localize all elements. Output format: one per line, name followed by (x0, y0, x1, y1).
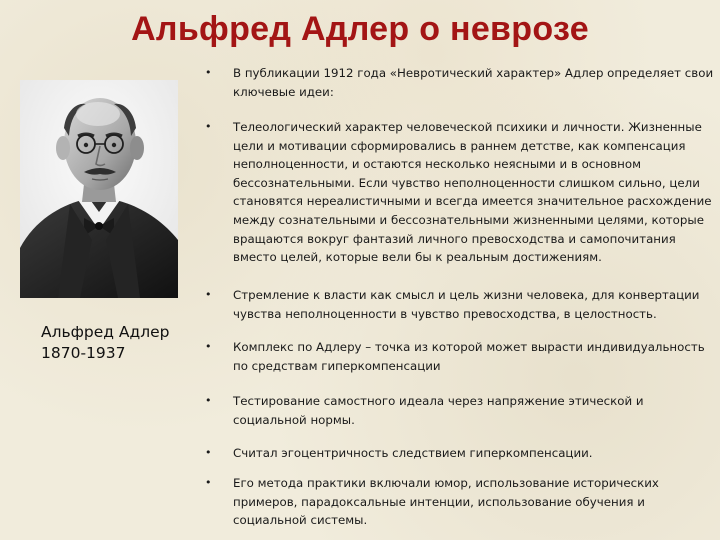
bullet-item (202, 392, 714, 429)
bullet-item (202, 286, 714, 323)
bullet-item (202, 474, 714, 530)
bullet-icon: • (205, 288, 212, 301)
bullet-text: В публикации 1912 года «Невротический характер» Адлер определяет свои ключевые идеи: (233, 66, 714, 99)
bullet-text: Тестирование самостного идеала через напряжение этической и социальной нормы. (233, 394, 644, 427)
bullet-item (202, 118, 714, 267)
bullet-icon: • (205, 446, 212, 459)
bullet-icon: • (205, 476, 212, 489)
caption-name: Альфред Адлер (41, 323, 170, 341)
portrait-photo (20, 80, 178, 298)
bullet-text: Комплекс по Адлеру – точка из которой может вырасти индивидуальность по средствам гиперкомпенсации (233, 340, 705, 373)
caption-years: 1870-1937 (41, 344, 126, 362)
bullet-icon: • (205, 394, 212, 407)
portrait-caption (41, 322, 201, 364)
bullet-item (202, 444, 714, 463)
bullet-icon: • (205, 340, 212, 353)
bullet-text: Считал эгоцентричность следствием гиперкомпенсации. (233, 446, 593, 460)
bullet-item (202, 64, 714, 101)
bullet-item (202, 338, 714, 375)
page-title: Альфред Адлер о неврозе (131, 10, 589, 48)
bullet-text: Его метода практики включали юмор, использование исторических примеров, парадоксальные интенции, использование обучения и социальной системы. (233, 476, 659, 528)
bullet-icon: • (205, 66, 212, 79)
bullet-text: Стремление к власти как смысл и цель жизни человека, для конвертации чувства неполноценности в чувство превосходства, в целостность. (233, 288, 700, 321)
bullet-icon: • (205, 120, 212, 133)
bullet-text: Телеологический характер человеческой психики и личности. Жизненные цели и мотивации сформировались в раннем детстве, как компенсация неполноценности, и остаются несколько неясными и в основном бессознательными. Если чувство неполноценности слишком сильно, цели становятся нереалистичными и всегда имеется значительное расхождение между сознательными и бессознательными жизненными целями, которые вращаются вокруг фантазий личного превосходства и самопочитания вместо целей, которые вели бы к реальным достижениям. (233, 120, 712, 265)
